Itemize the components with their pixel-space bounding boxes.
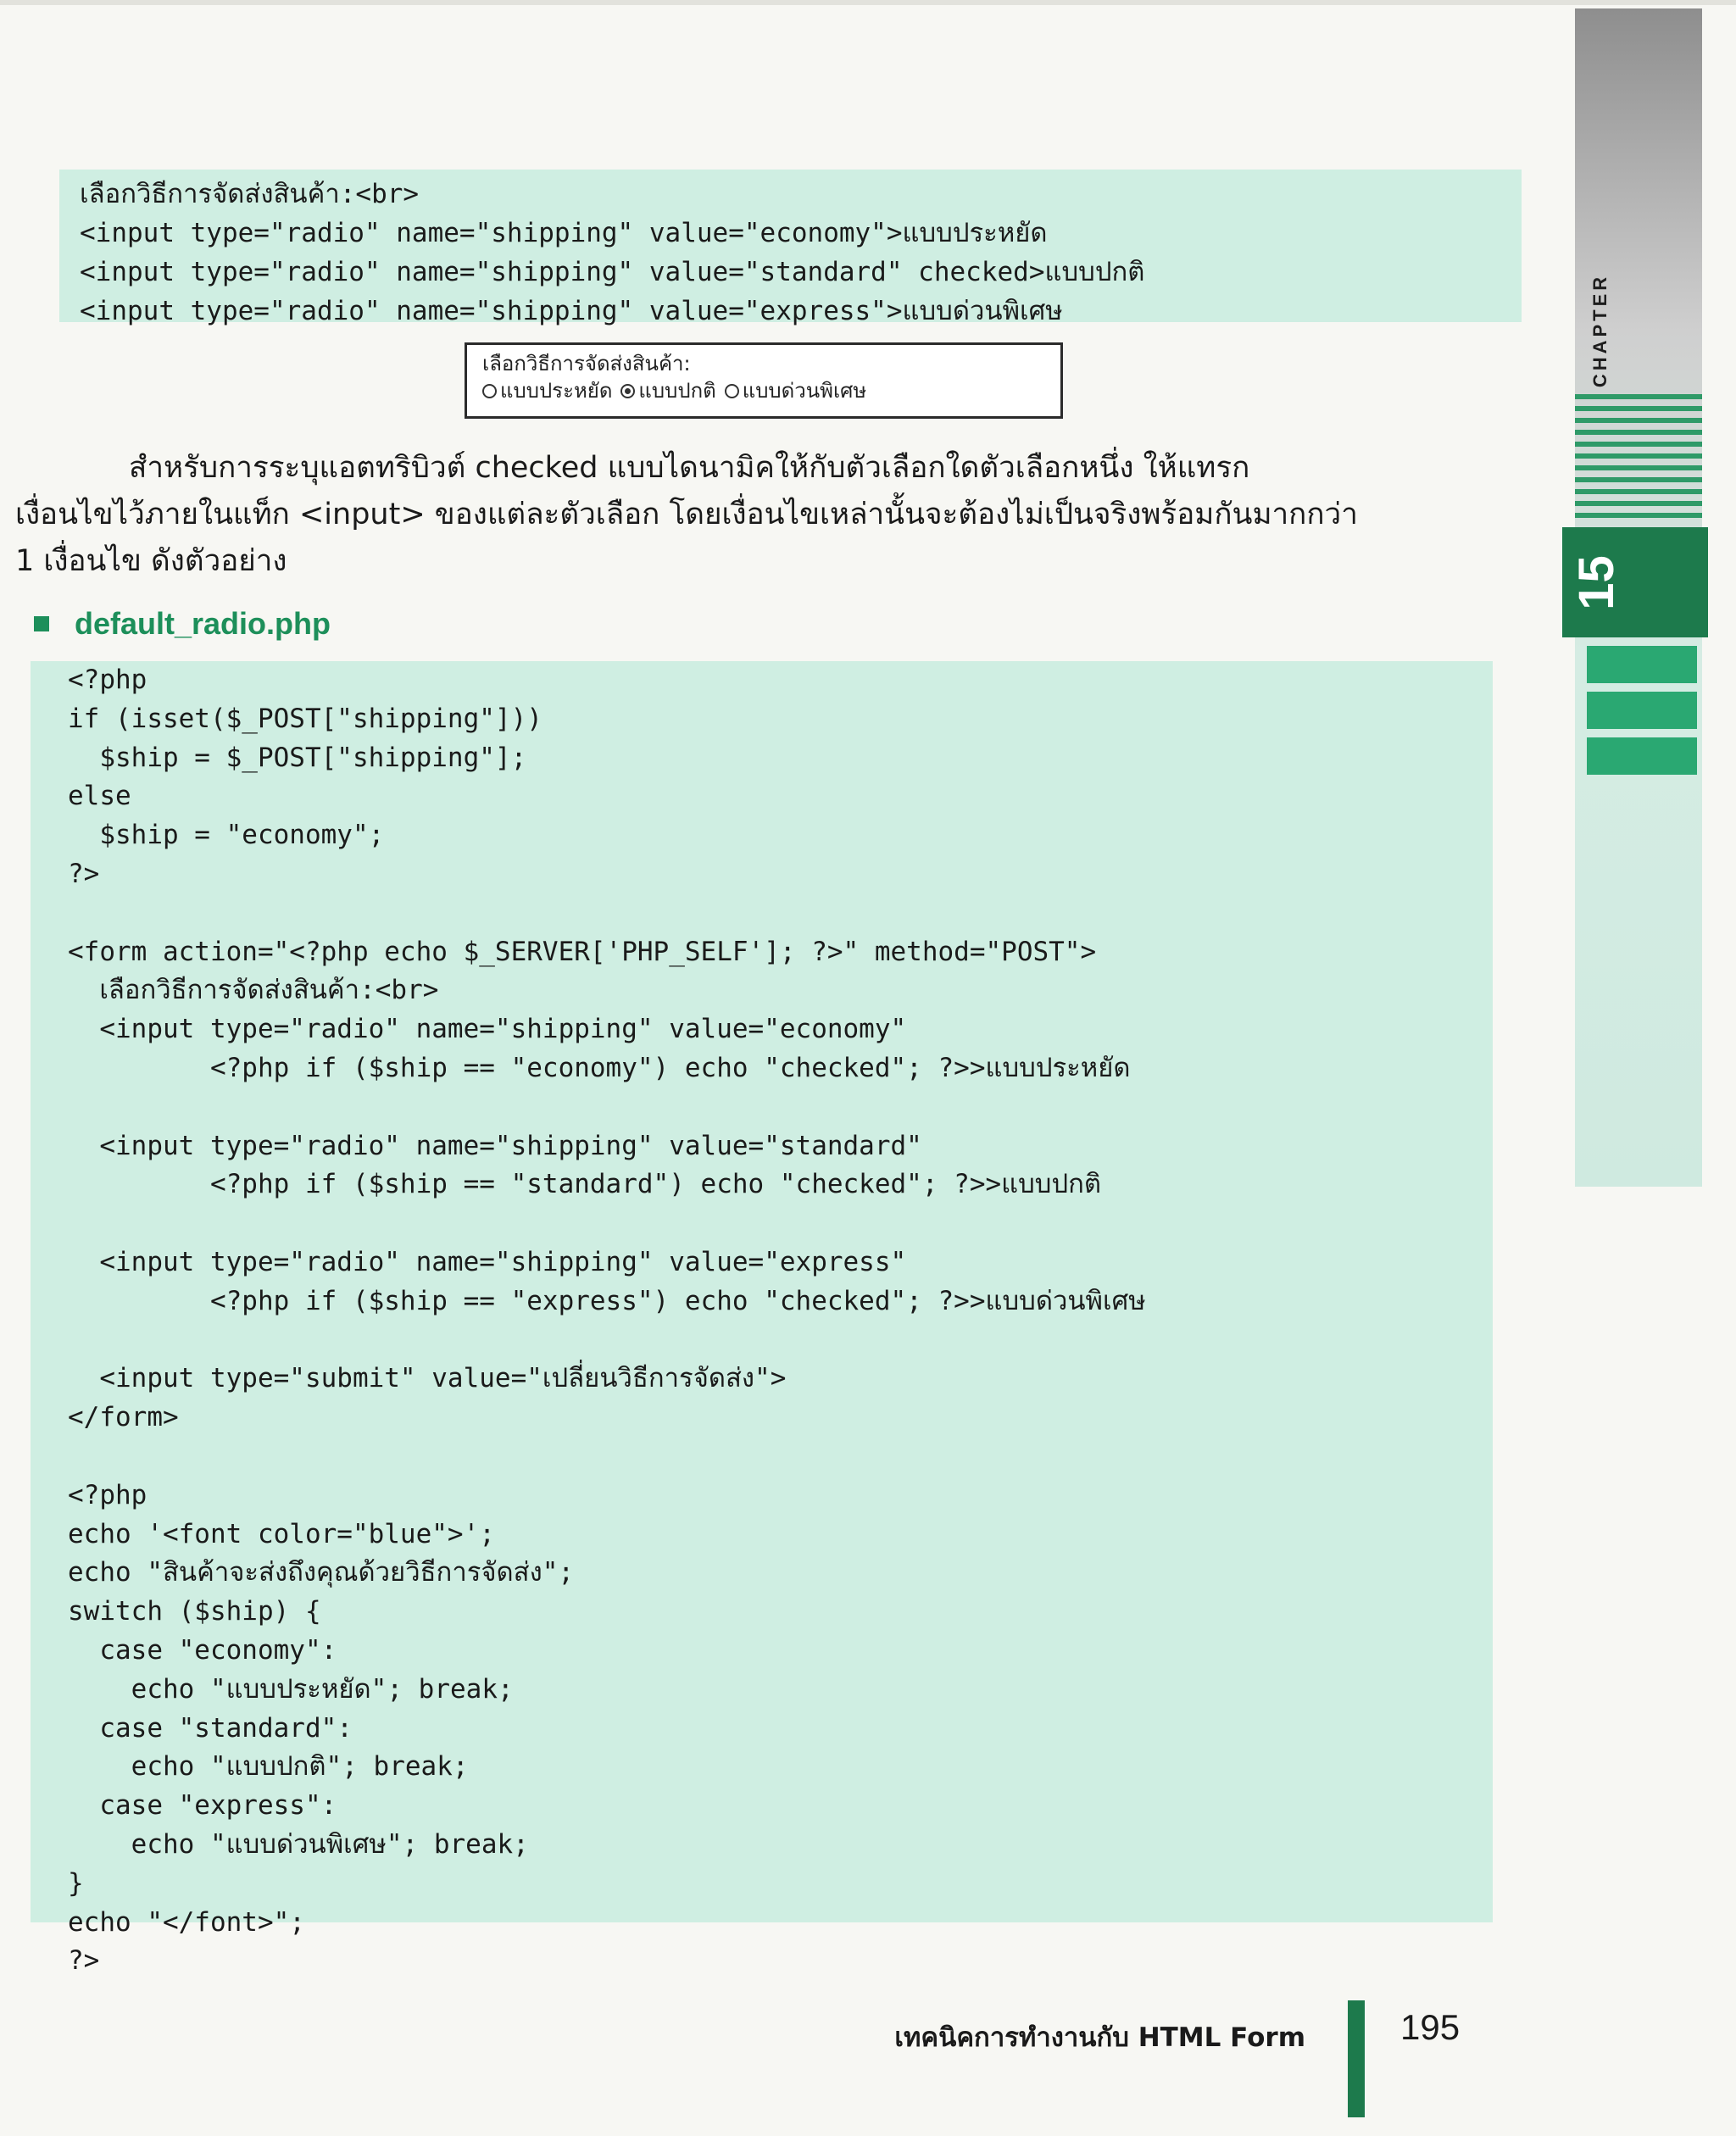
chapter-label-text: CHAPTER: [1589, 273, 1611, 388]
preview-prompt: เลือกวิธีการจัดส่งสินค้า:: [482, 352, 691, 375]
footer-chapter-title: เทคนิคการทำงานกับ HTML Form: [894, 2022, 1305, 2053]
code-line: เลือกวิธีการจัดส่งสินค้า:<br>: [80, 179, 420, 209]
page-top-edge: [0, 0, 1736, 5]
code-line: <input type="radio" name="shipping" value="economy">แบบประหยัด: [80, 218, 1048, 248]
code-line: <input type="radio" name="shipping" value="express">แบบด่วนพิเศษ: [80, 296, 1063, 326]
file-name: default_radio.php: [75, 606, 331, 641]
code-line: }: [68, 1867, 84, 1899]
square-bullet-icon: [34, 616, 49, 631]
code-line: <input type="submit" value="เปลี่ยนวิธีการจัดส่ง">: [68, 1363, 787, 1394]
code-block-radio-static: [59, 170, 1522, 326]
footer-divider: [1348, 2000, 1365, 2117]
paragraph-line: 1 เงื่อนไข ดังตัวอย่าง: [15, 544, 287, 578]
code-line: $ship = $_POST["shipping"];: [68, 742, 527, 773]
page-number: 195: [1400, 2007, 1461, 2047]
code-line: <?php: [68, 1479, 147, 1510]
strip-stripes: [1575, 394, 1702, 521]
code-line: ?>: [68, 1945, 100, 1977]
code-line: echo '<font color="blue">';: [68, 1518, 495, 1549]
code-line: <?php if ($ship == "standard") echo "checked"; ?>>แบบปกติ: [68, 1169, 1102, 1200]
radio-preview-box: [465, 342, 1063, 419]
code-line: <form action="<?php echo $_SERVER['PHP_SELF']; ?>" method="POST">: [68, 936, 1097, 967]
chapter-label: [1583, 263, 1617, 398]
strip-block-2: [1587, 692, 1697, 729]
strip-block-1: [1587, 646, 1697, 683]
code-line: switch ($ship) {: [68, 1596, 321, 1627]
code-line: <?php if ($ship == "economy") echo "checked"; ?>>แบบประหยัด: [68, 1052, 1131, 1083]
code-line: echo "แบบด่วนพิเศษ"; break;: [68, 1828, 529, 1860]
radio-economy[interactable]: [482, 384, 497, 398]
code-line: case "standard":: [68, 1712, 353, 1744]
code-line: <input type="radio" name="shipping" value="express": [68, 1246, 907, 1277]
radio-standard[interactable]: [620, 384, 635, 398]
radio-economy-label: แบบประหยัด: [500, 379, 613, 403]
code-block-default-radio-text: [68, 661, 1146, 1981]
code-line: case "economy":: [68, 1634, 337, 1666]
code-line: if (isset($_POST["shipping"])): [68, 703, 542, 734]
code-line: <input type="radio" name="shipping" value="standard" checked>แบบปกติ: [80, 257, 1145, 287]
chapter-number: [1562, 527, 1630, 637]
code-line: case "express":: [68, 1790, 337, 1822]
radio-standard-label: แบบปกติ: [638, 379, 716, 403]
radio-express-label: แบบด่วนพิเศษ: [742, 379, 867, 403]
code-line: echo "แบบปกติ"; break;: [68, 1751, 469, 1783]
code-line: echo "</font>";: [68, 1906, 305, 1938]
code-block-radio-static-text: [80, 175, 1144, 331]
file-heading: [34, 606, 331, 642]
code-line: <?php: [68, 665, 147, 695]
code-line: ?>: [68, 858, 100, 889]
body-paragraph: [15, 445, 1516, 585]
code-line: echo "สินค้าจะส่งถึงคุณด้วยวิธีการจัดส่ง";: [68, 1557, 575, 1588]
paragraph-line: เงื่อนไขไว้ภายในแท็ก <input> ของแต่ละตัวเลือก โดยเงื่อนไขเหล่านั้นจะต้องไม่เป็นจริงพร้อมกันมากกว่า: [15, 498, 1358, 531]
code-block-default-radio: [31, 661, 1493, 1977]
preview-radio-row: [482, 377, 1045, 404]
chapter-number-text: 15: [1568, 554, 1624, 610]
code-line: echo "แบบประหยัด"; break;: [68, 1673, 514, 1705]
paragraph-line: สำหรับการระบุแอตทริบิวต์ checked แบบไดนามิคให้กับตัวเลือกใดตัวเลือกหนึ่ง ให้แทรก: [129, 451, 1250, 485]
code-line: <input type="radio" name="shipping" value="economy": [68, 1014, 907, 1045]
code-line: เลือกวิธีการจัดส่งสินค้า:<br>: [68, 975, 439, 1006]
code-line: </form>: [68, 1402, 179, 1433]
code-line: else: [68, 781, 131, 812]
radio-express[interactable]: [725, 384, 739, 398]
code-line: <?php if ($ship == "express") echo "checked"; ?>>แบบด่วนพิเศษ: [68, 1285, 1146, 1316]
strip-block-3: [1587, 737, 1697, 775]
code-line: <input type="radio" name="shipping" value="standard": [68, 1130, 922, 1161]
code-line: $ship = "economy";: [68, 820, 385, 851]
